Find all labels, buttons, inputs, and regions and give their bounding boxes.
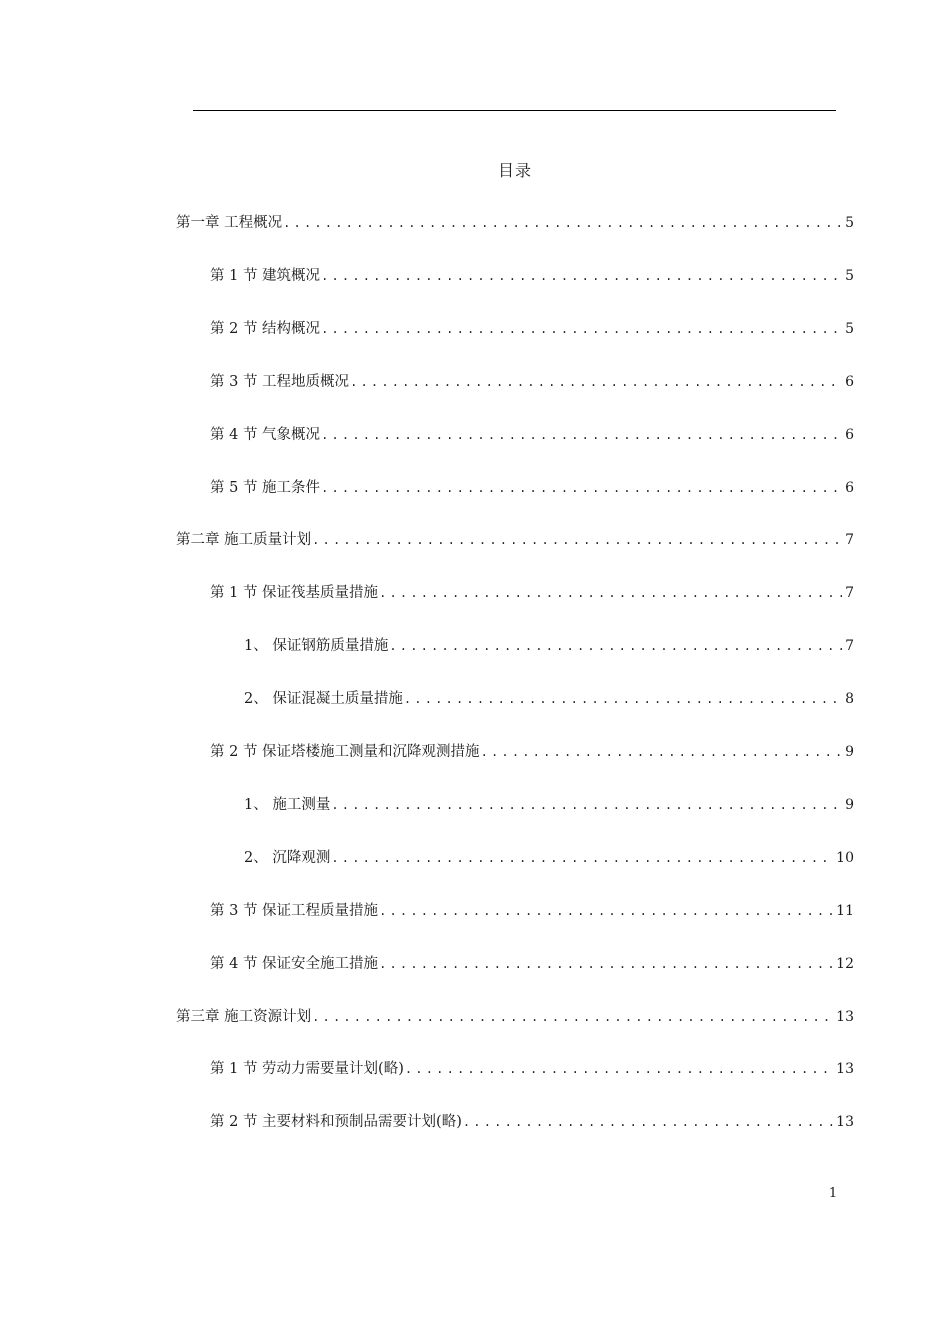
- toc-entry-label: 第 3 节 工程地质概况: [210, 374, 350, 390]
- toc-entry-label: 1、 施工测量: [244, 797, 331, 813]
- toc-entry[interactable]: [210, 900, 854, 922]
- toc-entry-label: 第二章 施工质量计划: [176, 532, 312, 548]
- toc-entry[interactable]: [210, 1058, 854, 1080]
- toc-entry-page: 9: [845, 797, 854, 813]
- toc-entry-page: 7: [845, 532, 854, 548]
- toc-dot-leader: [463, 1111, 833, 1133]
- toc-entry-page: 12: [836, 956, 854, 972]
- toc-entry[interactable]: [210, 1111, 854, 1133]
- toc-entry-label: 第 2 节 主要材料和预制品需要计划(略): [210, 1114, 462, 1130]
- toc-entry-label: 第 5 节 施工条件: [210, 480, 321, 496]
- toc-entry-page: 6: [845, 374, 854, 390]
- toc-dot-leader: [321, 265, 842, 287]
- footer-page-number: 1: [828, 1186, 838, 1201]
- toc-entry[interactable]: [244, 688, 854, 710]
- toc-entry[interactable]: [176, 529, 854, 551]
- toc-entry-label: 第一章 工程概况: [176, 215, 283, 231]
- toc-entry-page: 6: [845, 480, 854, 496]
- toc-entry-label: 第三章 施工资源计划: [176, 1009, 312, 1025]
- toc-dot-leader: [405, 1058, 833, 1080]
- toc-entry[interactable]: [210, 741, 854, 763]
- toc-entry[interactable]: [210, 582, 854, 604]
- toc-dot-leader: [379, 900, 833, 922]
- toc-entry-label: 2、 保证混凝土质量措施: [244, 691, 403, 707]
- toc-entry-page: 10: [836, 850, 854, 866]
- toc-dot-leader: [379, 953, 833, 975]
- toc-dot-leader: [481, 741, 843, 763]
- toc-entry-label: 第 2 节 结构概况: [210, 321, 321, 337]
- toc-entry[interactable]: [244, 635, 854, 657]
- toc-entry-page: 5: [845, 268, 854, 284]
- toc-entry-page: 7: [845, 638, 854, 654]
- toc-entry-label: 第 2 节 保证塔楼施工测量和沉降观测措施: [210, 744, 480, 760]
- toc-entry[interactable]: [244, 847, 854, 869]
- toc-dot-leader: [321, 424, 842, 446]
- toc-entry[interactable]: [210, 265, 854, 287]
- toc-entry-label: 第 1 节 劳动力需要量计划(略): [210, 1061, 404, 1077]
- toc-dot-leader: [379, 582, 842, 604]
- toc-dot-leader: [350, 371, 842, 393]
- toc-entry[interactable]: [210, 953, 854, 975]
- toc-entry-label: 第 4 节 保证安全施工措施: [210, 956, 379, 972]
- toc-dot-leader: [404, 688, 842, 710]
- toc-entry-page: 5: [845, 321, 854, 337]
- toc-entry-page: 5: [845, 215, 854, 231]
- toc-entry-label: 第 1 节 保证筏基质量措施: [210, 585, 379, 601]
- toc-dot-leader: [321, 477, 842, 499]
- toc-entry-page: 13: [836, 1114, 854, 1130]
- toc-entry[interactable]: [210, 424, 854, 446]
- toc-entry[interactable]: [176, 1006, 854, 1028]
- toc-dot-leader: [312, 1006, 833, 1028]
- toc-entry[interactable]: [210, 477, 854, 499]
- toc-entry-page: 6: [845, 427, 854, 443]
- toc-dot-leader: [331, 847, 833, 869]
- toc-entry-page: 7: [845, 585, 854, 601]
- toc-entry-page: 11: [836, 903, 854, 919]
- toc-title: 目录: [497, 161, 532, 180]
- toc-entry-page: 9: [845, 744, 854, 760]
- toc-entry-label: 1、 保证钢筋质量措施: [244, 638, 389, 654]
- toc-entry[interactable]: [244, 794, 854, 816]
- toc-dot-leader: [312, 529, 842, 551]
- toc-dot-leader: [283, 212, 842, 234]
- toc-entry[interactable]: [210, 318, 854, 340]
- toc-entry-label: 第 4 节 气象概况: [210, 427, 321, 443]
- toc-entry-page: 8: [845, 691, 854, 707]
- toc-dot-leader: [389, 635, 842, 657]
- toc-entry-page: 13: [836, 1061, 854, 1077]
- toc-entry-label: 2、 沉降观测: [244, 850, 331, 866]
- toc-entry[interactable]: [176, 212, 854, 234]
- toc-dot-leader: [321, 318, 842, 340]
- toc-dot-leader: [331, 794, 842, 816]
- toc-entry-page: 13: [836, 1009, 854, 1025]
- toc-entry[interactable]: [210, 371, 854, 393]
- toc-entry-label: 第 3 节 保证工程质量措施: [210, 903, 379, 919]
- toc-entry-label: 第 1 节 建筑概况: [210, 268, 321, 284]
